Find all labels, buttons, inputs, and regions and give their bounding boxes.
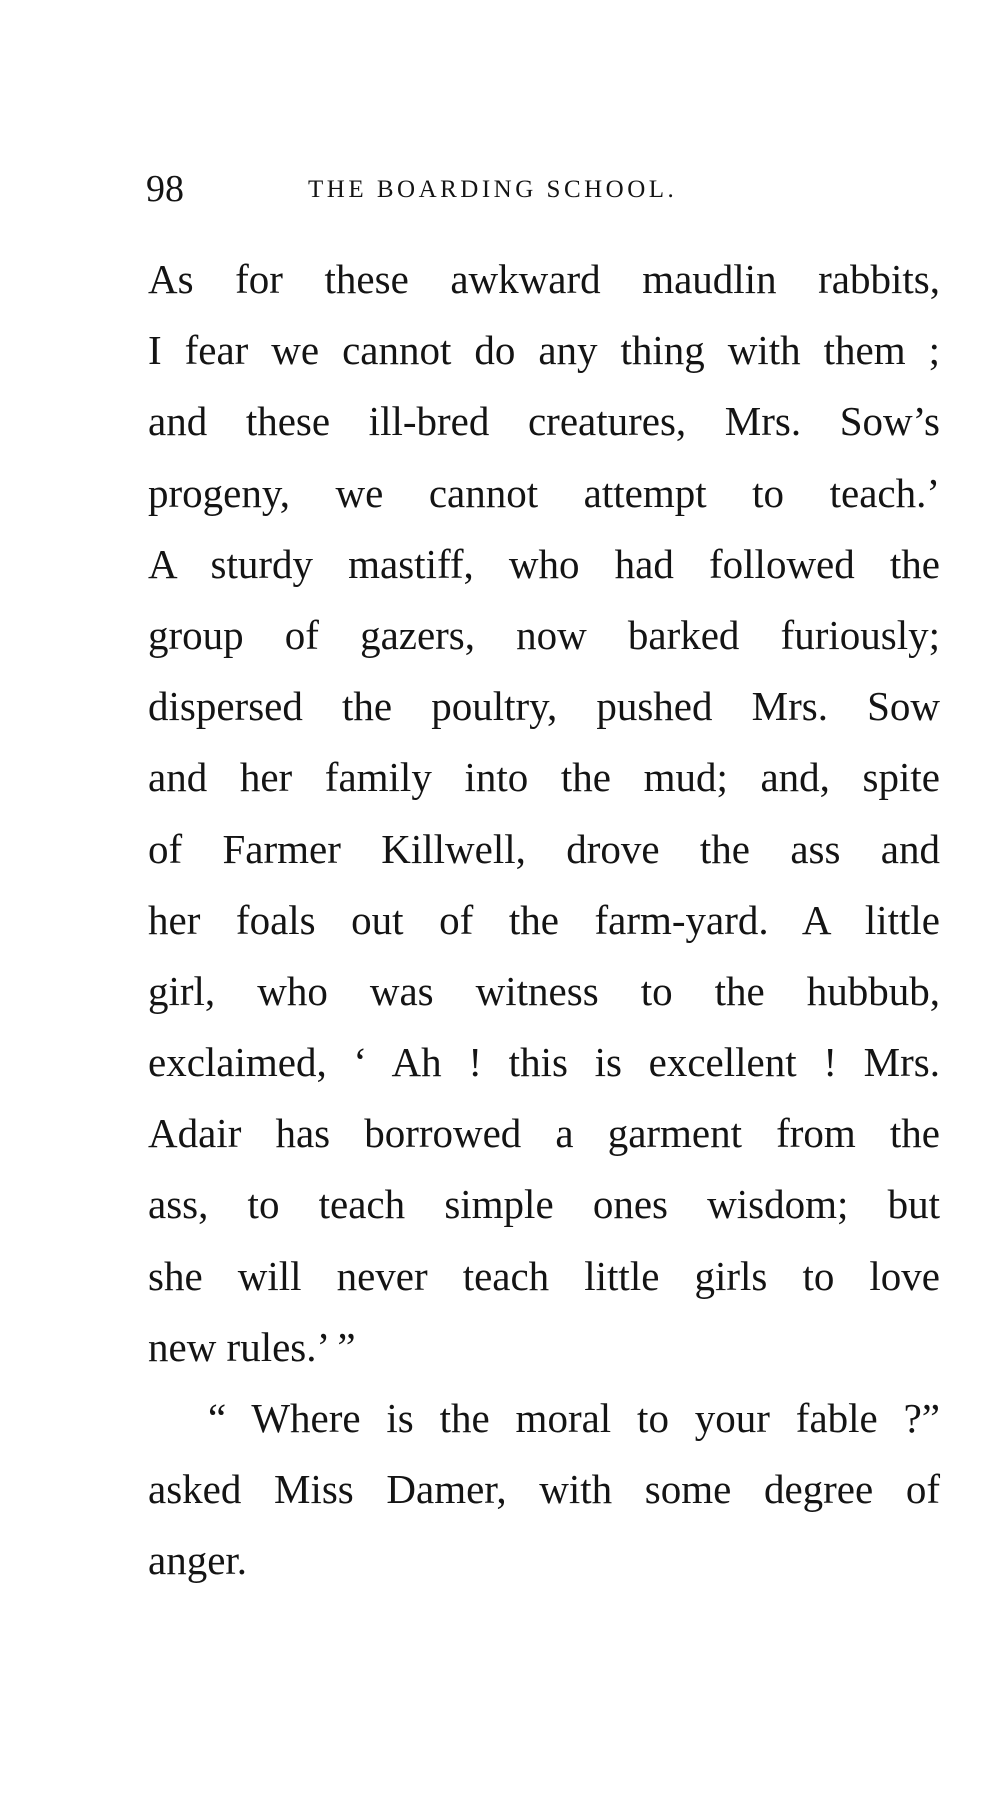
text-line: ass, to teach simple ones wisdom; but bbox=[148, 1181, 940, 1228]
text-line: progeny, we cannot attempt to teach.’ bbox=[148, 469, 940, 516]
running-head bbox=[146, 166, 766, 212]
running-title: THE BOARDING SCHOOL. bbox=[308, 176, 678, 203]
text-line: her foals out of the farm-yard. A little bbox=[148, 896, 940, 943]
text-line: As for these awkward maudlin rabbits, bbox=[148, 256, 940, 302]
paragraph bbox=[148, 244, 940, 1383]
text-line: Adair has borrowed a garment from the bbox=[148, 1110, 940, 1157]
page-number: 98 bbox=[146, 168, 184, 210]
body-text bbox=[148, 244, 940, 1597]
text-line: new rules.’ ” bbox=[148, 1323, 356, 1370]
text-line: and her family into the mud; and, spite bbox=[148, 754, 940, 801]
text-line: exclaimed, ‘ Ah ! this is excellent ! Mrs. bbox=[148, 1039, 940, 1086]
text-line: of Farmer Killwell, drove the ass and bbox=[148, 825, 940, 872]
text-line: dispersed the poultry, pushed Mrs. Sow bbox=[148, 683, 940, 730]
text-line: anger. bbox=[148, 1537, 248, 1584]
text-line: “ Where is the moral to your fable ?” bbox=[208, 1395, 940, 1441]
text-line: girl, who was witness to the hubbub, bbox=[148, 967, 940, 1014]
text-line: and these ill-bred creatures, Mrs. Sow’s bbox=[148, 398, 940, 445]
text-line: she will never teach little girls to love bbox=[148, 1252, 940, 1299]
text-line: asked Miss Damer, with some degree of bbox=[148, 1466, 940, 1513]
text-line: I fear we cannot do any thing with them ; bbox=[148, 327, 940, 374]
paragraph bbox=[148, 1383, 940, 1597]
text-line: A sturdy mastiff, who had followed the bbox=[148, 540, 940, 587]
text-line: group of gazers, now barked furiously; bbox=[148, 611, 940, 658]
